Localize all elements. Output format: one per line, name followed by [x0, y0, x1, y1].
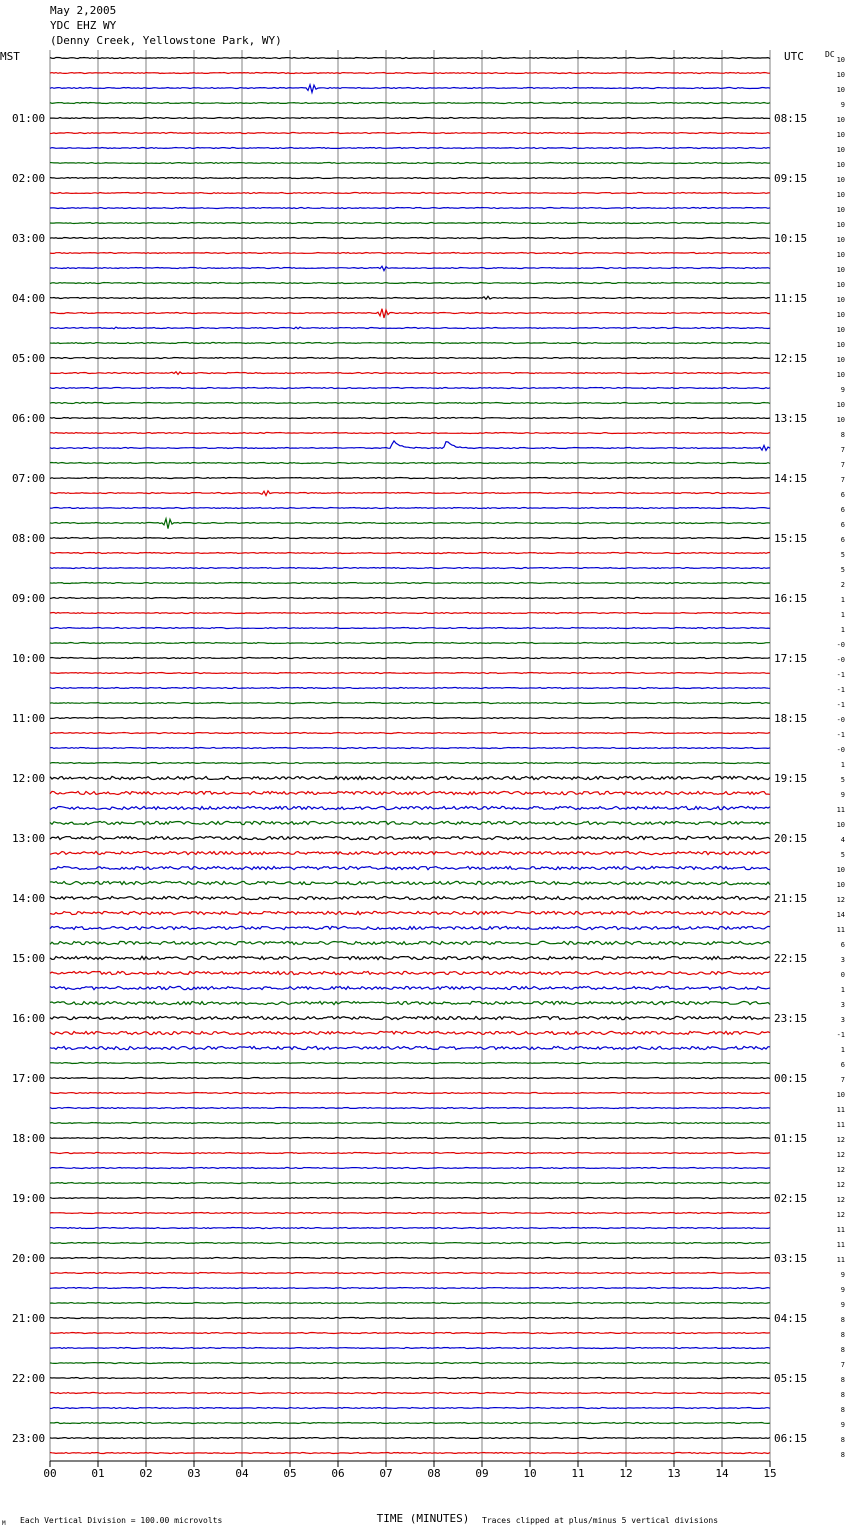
trace-line: [50, 1363, 770, 1364]
dc-offset-label: 10: [836, 251, 845, 259]
dc-offset-label: 8: [840, 1391, 845, 1399]
trace-line: [50, 163, 770, 164]
x-tick-label: 03: [187, 1467, 201, 1480]
trace-line: [50, 673, 770, 674]
dc-offset-label: 10: [836, 206, 845, 214]
dc-offset-label: 6: [840, 536, 845, 544]
trace-line: [50, 1153, 770, 1154]
trace-line: [50, 1213, 770, 1214]
dc-offset-label: -0: [836, 656, 845, 664]
utc-hour-label: 12:15: [774, 352, 808, 365]
dc-offset-label: 10: [836, 326, 845, 334]
dc-offset-label: 10: [836, 176, 845, 184]
trace-line: [50, 103, 770, 104]
trace-line: [50, 1016, 770, 1019]
mst-hour-label: 08:00: [12, 532, 46, 545]
trace-line: [50, 956, 770, 959]
trace-line: [50, 613, 770, 614]
x-tick-label: 08: [427, 1467, 441, 1480]
trace-line: [50, 433, 770, 434]
corner-mark: M: [2, 1520, 6, 1527]
dc-offset-label: 5: [840, 551, 845, 559]
x-tick-label: 00: [43, 1467, 57, 1480]
utc-hour-label: 00:15: [774, 1072, 808, 1085]
dc-offset-label: 5: [840, 776, 845, 784]
dc-offset-label: 1: [840, 761, 845, 769]
utc-hour-label: 22:15: [774, 952, 808, 965]
dc-offset-label: 9: [840, 1286, 845, 1294]
dc-offset-label: 1: [840, 611, 845, 619]
utc-hour-label: 16:15: [774, 592, 808, 605]
trace-line: [50, 403, 770, 404]
trace-line: [50, 85, 770, 93]
x-tick-label: 12: [619, 1467, 633, 1480]
dc-offset-label: 12: [836, 1136, 845, 1144]
trace-line: [50, 358, 770, 359]
trace-line: [50, 538, 770, 539]
mst-axis-label: MST: [0, 50, 20, 63]
dc-offset-label: 8: [840, 1376, 845, 1384]
clip-note: Traces clipped at plus/minus 5 vertical divisions: [482, 1516, 719, 1525]
trace-line: [50, 1273, 770, 1274]
x-tick-label: 11: [571, 1467, 585, 1480]
trace-line: [50, 1046, 770, 1049]
trace-line: [50, 148, 770, 149]
trace-line: [50, 553, 770, 554]
trace-line: [50, 208, 770, 209]
trace-line: [50, 296, 770, 299]
scale-note: Each Vertical Division = 100.00 microvolts: [20, 1516, 223, 1525]
trace-line: [50, 776, 770, 779]
dc-offset-label: 4: [840, 836, 845, 844]
trace-line: [50, 238, 770, 239]
trace-line: [50, 911, 770, 914]
mst-hour-label: 13:00: [12, 832, 46, 845]
time-grid: [50, 50, 770, 1467]
mst-hour-label: 17:00: [12, 1072, 46, 1085]
mst-hour-label: 16:00: [12, 1012, 46, 1025]
dc-offset-label: 8: [840, 1406, 845, 1414]
trace-line: [50, 1408, 770, 1409]
trace-line: [50, 598, 770, 599]
trace-line: [50, 1288, 770, 1289]
dc-offset-label: 10: [836, 356, 845, 364]
x-tick-label: 14: [715, 1467, 729, 1480]
dc-offset-label: 1: [840, 626, 845, 634]
trace-line: [50, 926, 770, 929]
trace-line: [50, 118, 770, 119]
utc-hour-label: 04:15: [774, 1312, 808, 1325]
dc-offset-label: 12: [836, 1166, 845, 1174]
dc-offset-label: 11: [836, 1106, 845, 1114]
trace-line: [50, 388, 770, 389]
trace-line: [50, 1378, 770, 1379]
dc-offset-label: 12: [836, 1211, 845, 1219]
trace-line: [50, 718, 770, 719]
trace-line: [50, 896, 770, 899]
dc-offset-label: 5: [840, 851, 845, 859]
utc-hour-label: 08:15: [774, 112, 808, 125]
dc-offset-label: 9: [840, 791, 845, 799]
utc-hour-label: 21:15: [774, 892, 808, 905]
dc-offset-label: 10: [836, 131, 845, 139]
trace-line: [50, 478, 770, 479]
trace-line: [50, 1001, 770, 1004]
trace-line: [50, 748, 770, 749]
trace-line: [50, 1123, 770, 1124]
dc-offset-label: -0: [836, 746, 845, 754]
dc-offset-label: 9: [840, 1421, 845, 1429]
mst-hour-label: 19:00: [12, 1192, 46, 1205]
dc-offset-label: 10: [836, 296, 845, 304]
trace-line: [50, 1438, 770, 1439]
trace-line: [50, 223, 770, 224]
dc-offset-label: 10: [836, 191, 845, 199]
dc-offset-label: -1: [836, 686, 845, 694]
dc-offset-label: -0: [836, 716, 845, 724]
dc-offset-label: 10: [836, 341, 845, 349]
trace-line: [50, 418, 770, 419]
dc-offset-label: 11: [836, 1226, 845, 1234]
dc-offset-label: 9: [840, 386, 845, 394]
trace-line: [50, 193, 770, 194]
dc-offset-label: 11: [836, 1121, 845, 1129]
mst-hour-label: 06:00: [12, 412, 46, 425]
dc-offset-label: 10: [836, 401, 845, 409]
mst-hour-label: 04:00: [12, 292, 46, 305]
utc-hour-label: 11:15: [774, 292, 808, 305]
dc-offset-label: 8: [840, 1451, 845, 1459]
trace-line: [50, 866, 770, 869]
trace-line: [50, 643, 770, 644]
dc-offset-label: 6: [840, 941, 845, 949]
trace-line: [50, 1393, 770, 1394]
trace-line: [50, 1228, 770, 1229]
mst-hour-label: 01:00: [12, 112, 46, 125]
trace-line: [50, 986, 770, 989]
dc-offset-label: 12: [836, 1196, 845, 1204]
trace-line: [50, 58, 770, 59]
trace-line: [50, 1168, 770, 1169]
x-axis-title: TIME (MINUTES): [376, 1512, 470, 1525]
dc-offset-label: 10: [836, 266, 845, 274]
x-tick-label: 05: [283, 1467, 297, 1480]
dc-offset-label: 12: [836, 896, 845, 904]
dc-offset-label: 7: [840, 446, 845, 454]
dc-offset-label: 6: [840, 506, 845, 514]
mst-hour-label: 12:00: [12, 772, 46, 785]
mst-hour-label: 07:00: [12, 472, 46, 485]
trace-line: [50, 1108, 770, 1109]
trace-line: [50, 628, 770, 629]
trace-line: [50, 1318, 770, 1319]
trace-line: [50, 881, 770, 884]
trace-line: [50, 941, 770, 944]
dc-offset-label: 7: [840, 1076, 845, 1084]
dc-offset-label: 1: [840, 986, 845, 994]
dc-offset-label: 14: [836, 911, 845, 919]
dc-offset-label: 9: [840, 1301, 845, 1309]
x-tick-label: 06: [331, 1467, 345, 1480]
dc-offset-label: 11: [836, 1241, 845, 1249]
mst-hour-label: 05:00: [12, 352, 46, 365]
utc-hour-label: 09:15: [774, 172, 808, 185]
utc-hour-label: 01:15: [774, 1132, 808, 1145]
trace-line: [50, 1243, 770, 1244]
dc-offset-label: -1: [836, 1031, 845, 1039]
x-tick-label: 01: [91, 1467, 105, 1480]
utc-hour-label: 13:15: [774, 412, 808, 425]
trace-line: [50, 508, 770, 509]
utc-hour-label: 02:15: [774, 1192, 808, 1205]
trace-line: [50, 73, 770, 74]
axis-labels: [0, 50, 845, 1527]
trace-line: [50, 519, 770, 529]
trace-line: [50, 836, 770, 839]
trace-line: [50, 1423, 770, 1424]
dc-offset-label: 8: [840, 1436, 845, 1444]
dc-offset-label: 10: [836, 161, 845, 169]
dc-offset-label: 10: [836, 311, 845, 319]
trace-line: [50, 763, 770, 764]
utc-hour-label: 14:15: [774, 472, 808, 485]
dc-offset-label: 7: [840, 1361, 845, 1369]
trace-line: [50, 1031, 770, 1034]
mst-hour-label: 15:00: [12, 952, 46, 965]
trace-line: [50, 343, 770, 344]
trace-line: [50, 178, 770, 179]
trace-line: [50, 253, 770, 254]
dc-offset-label: 3: [840, 1016, 845, 1024]
dc-offset-label: 10: [836, 1091, 845, 1099]
dc-offset-label: 10: [836, 281, 845, 289]
trace-line: [50, 1138, 770, 1139]
dc-offset-label: -1: [836, 731, 845, 739]
dc-offset-label: 10: [836, 821, 845, 829]
dc-offset-label: 5: [840, 566, 845, 574]
dc-offset-label: 1: [840, 596, 845, 604]
trace-line: [50, 266, 770, 270]
dc-offset-label: 8: [840, 1346, 845, 1354]
dc-offset-label: 11: [836, 1256, 845, 1264]
station-label: YDC EHZ WY: [50, 19, 117, 32]
mst-hour-label: 11:00: [12, 712, 46, 725]
trace-line: [50, 703, 770, 704]
x-tick-label: 09: [475, 1467, 489, 1480]
trace-line: [50, 133, 770, 134]
x-tick-label: 10: [523, 1467, 537, 1480]
dc-offset-label: 11: [836, 926, 845, 934]
trace-line: [50, 733, 770, 734]
utc-hour-label: 10:15: [774, 232, 808, 245]
dc-offset-label: 10: [836, 86, 845, 94]
dc-offset-label: 10: [836, 416, 845, 424]
mst-hour-label: 21:00: [12, 1312, 46, 1325]
trace-line: [50, 1063, 770, 1064]
dc-offset-label: 7: [840, 461, 845, 469]
x-tick-label: 02: [139, 1467, 153, 1480]
seismic-traces: [50, 58, 770, 1454]
x-tick-label: 15: [763, 1467, 777, 1480]
utc-hour-label: 03:15: [774, 1252, 808, 1265]
dc-offset-label: 10: [836, 221, 845, 229]
trace-line: [50, 1348, 770, 1349]
dc-offset-label: 6: [840, 1061, 845, 1069]
dc-offset-label: 12: [836, 1181, 845, 1189]
trace-line: [50, 309, 770, 318]
utc-hour-label: 06:15: [774, 1432, 808, 1445]
trace-line: [50, 791, 770, 794]
trace-line: [50, 1078, 770, 1079]
trace-line: [50, 971, 770, 974]
utc-hour-label: 17:15: [774, 652, 808, 665]
trace-line: [50, 327, 770, 329]
mst-hour-label: 10:00: [12, 652, 46, 665]
dc-offset-label: 6: [840, 521, 845, 529]
dc-offset-label: 10: [836, 866, 845, 874]
trace-line: [50, 583, 770, 584]
dc-offset-label: 10: [836, 236, 845, 244]
utc-hour-label: 15:15: [774, 532, 808, 545]
dc-offset-label: 10: [836, 146, 845, 154]
trace-line: [50, 463, 770, 464]
x-tick-label: 07: [379, 1467, 393, 1480]
utc-hour-label: 23:15: [774, 1012, 808, 1025]
trace-line: [50, 851, 770, 854]
trace-line: [50, 658, 770, 659]
mst-hour-label: 14:00: [12, 892, 46, 905]
trace-line: [50, 1333, 770, 1334]
dc-offset-label: 9: [840, 101, 845, 109]
dc-offset-label: 7: [840, 476, 845, 484]
dc-offset-label: 10: [836, 71, 845, 79]
utc-hour-label: 05:15: [774, 1372, 808, 1385]
mst-hour-label: 02:00: [12, 172, 46, 185]
dc-offset-label: 3: [840, 956, 845, 964]
mst-hour-label: 03:00: [12, 232, 46, 245]
trace-line: [50, 806, 770, 809]
dc-label: DC: [825, 50, 835, 59]
utc-hour-label: 19:15: [774, 772, 808, 785]
mst-hour-label: 09:00: [12, 592, 46, 605]
trace-line: [50, 1303, 770, 1304]
dc-offset-label: 9: [840, 1271, 845, 1279]
dc-offset-label: 10: [836, 881, 845, 889]
utc-hour-label: 20:15: [774, 832, 808, 845]
dc-offset-label: 8: [840, 1316, 845, 1324]
dc-offset-label: -1: [836, 701, 845, 709]
dc-offset-label: 8: [840, 1331, 845, 1339]
trace-line: [50, 491, 770, 496]
dc-offset-label: 0: [840, 971, 845, 979]
trace-line: [50, 1198, 770, 1199]
dc-offset-label: 12: [836, 1151, 845, 1159]
dc-offset-label: -0: [836, 641, 845, 649]
mst-hour-label: 20:00: [12, 1252, 46, 1265]
dc-offset-label: 11: [836, 806, 845, 814]
dc-offset-label: 8: [840, 431, 845, 439]
dc-offset-label: -1: [836, 671, 845, 679]
trace-line: [50, 688, 770, 689]
trace-line: [50, 1183, 770, 1184]
dc-offset-label: 10: [836, 56, 845, 64]
trace-line: [50, 372, 770, 375]
date-label: May 2,2005: [50, 4, 117, 17]
dc-offset-label: 3: [840, 1001, 845, 1009]
dc-offset-label: 1: [840, 1046, 845, 1054]
mst-hour-label: 23:00: [12, 1432, 46, 1445]
dc-offset-label: 2: [840, 581, 845, 589]
trace-line: [50, 283, 770, 284]
dc-offset-label: 10: [836, 116, 845, 124]
utc-axis-label: UTC: [784, 50, 804, 63]
dc-offset-label: 6: [840, 491, 845, 499]
mst-hour-label: 22:00: [12, 1372, 46, 1385]
trace-line: [50, 441, 770, 451]
trace-line: [50, 1093, 770, 1094]
trace-line: [50, 1258, 770, 1259]
utc-hour-label: 18:15: [774, 712, 808, 725]
trace-line: [50, 1453, 770, 1454]
trace-line: [50, 821, 770, 824]
x-tick-label: 04: [235, 1467, 249, 1480]
x-tick-label: 13: [667, 1467, 681, 1480]
mst-hour-label: 18:00: [12, 1132, 46, 1145]
trace-line: [50, 568, 770, 569]
location-label: (Denny Creek, Yellowstone Park, WY): [50, 34, 282, 47]
dc-offset-label: 10: [836, 371, 845, 379]
